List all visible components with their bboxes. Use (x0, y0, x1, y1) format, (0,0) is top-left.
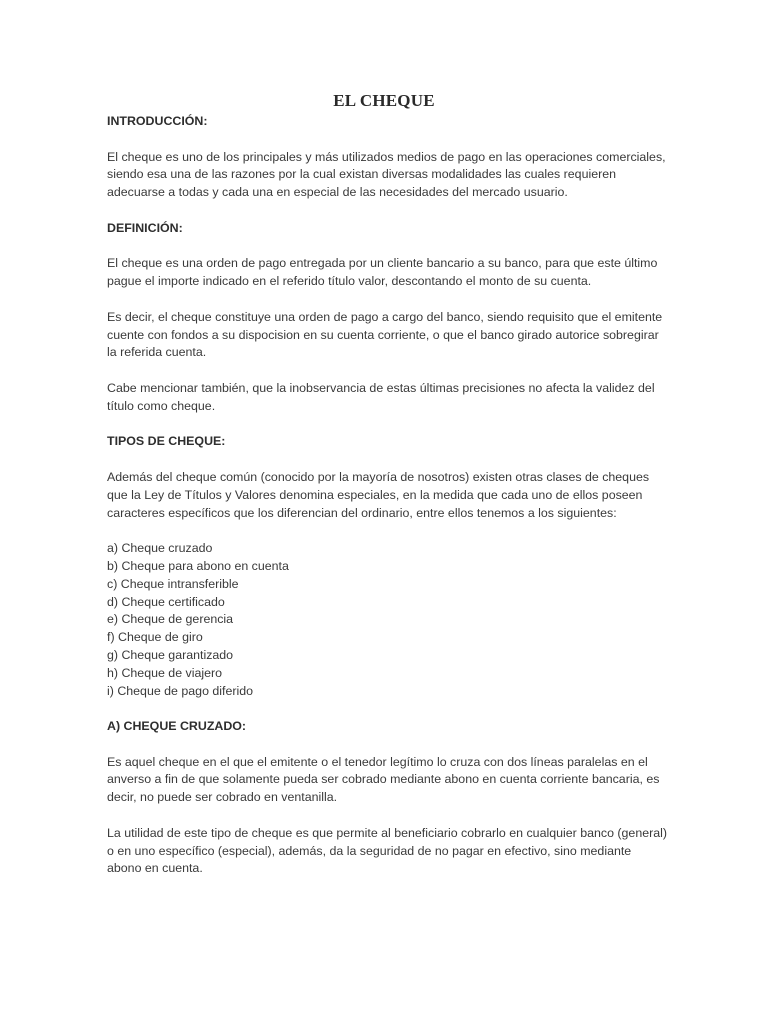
list-item: f) Cheque de giro (107, 630, 203, 645)
paragraph: La utilidad de este tipo de cheque es que permite al beneficiario cobrarlo en cualquier banco (general) o en uno específico (especial), además, da la seguridad de no pagar en efectivo, sino mediante abono en cuenta. (107, 825, 668, 876)
paragraph: El cheque es una orden de pago entregada por un cliente bancario a su banco, para que este último pague el importe indicado en el referido título valor, descontando el monto de su cuenta. (107, 256, 658, 289)
list-item: i) Cheque de pago diferido (107, 683, 254, 698)
list-item: h) Cheque de viajero (107, 665, 223, 680)
section-heading-definicion: DEFINICIÓN: (107, 220, 183, 235)
list-item: a) Cheque cruzado (107, 541, 213, 556)
document-title: EL CHEQUE (333, 91, 435, 110)
paragraph: Cabe mencionar también, que la inobservancia de estas últimas precisiones no afecta la validez del título como cheque. (107, 380, 655, 413)
paragraph: Además del cheque común (conocido por la mayoría de nosotros) existen otras clases de cheques que la Ley de Títulos y Valores denomina especiales, en la medida que cada uno de ellos poseen caracteres específicos que los diferencian del ordinario, entre ellos tenemos a los siguientes: (107, 469, 650, 520)
section-heading-introduccion: INTRODUCCIÓN: (107, 114, 208, 128)
document-body (107, 113, 667, 896)
list-item: e) Cheque de gerencia (107, 612, 234, 627)
list-item: b) Cheque para abono en cuenta (107, 558, 289, 573)
list-item: g) Cheque garantizado (107, 647, 234, 662)
paragraph: Es aquel cheque en el que el emitente o el tenedor legítimo lo cruza con dos líneas paralelas en el anverso a fin de que solamente pueda ser cobrado mediante abono en cuenta corriente bancaria, es decir, no puede ser cobrado en ventanilla. (107, 754, 660, 805)
list-item: d) Cheque certificado (107, 594, 225, 609)
paragraph: El cheque es uno de los principales y más utilizados medios de pago en las operaciones comerciales, siendo esa una de las razones por la cual existan diversas modalidades las cuales requieren adecuarse a todas y cada una en especial de las necesidades del mercado usuario. (107, 149, 666, 200)
paragraph: Es decir, el cheque constituye una orden de pago a cargo del banco, siendo requisito que el emitente cuente con fondos a su dispocision en su cuenta corriente, o que el banco girado autorice sobregirar la referida cuenta. (107, 309, 663, 360)
cheque-types-list (107, 540, 667, 700)
section-heading-tipos-de-cheque: TIPOS DE CHEQUE: (107, 434, 226, 449)
section-heading-cheque-cruzado: A) CHEQUE CRUZADO: (107, 719, 247, 734)
list-item: c) Cheque intransferible (107, 576, 239, 591)
